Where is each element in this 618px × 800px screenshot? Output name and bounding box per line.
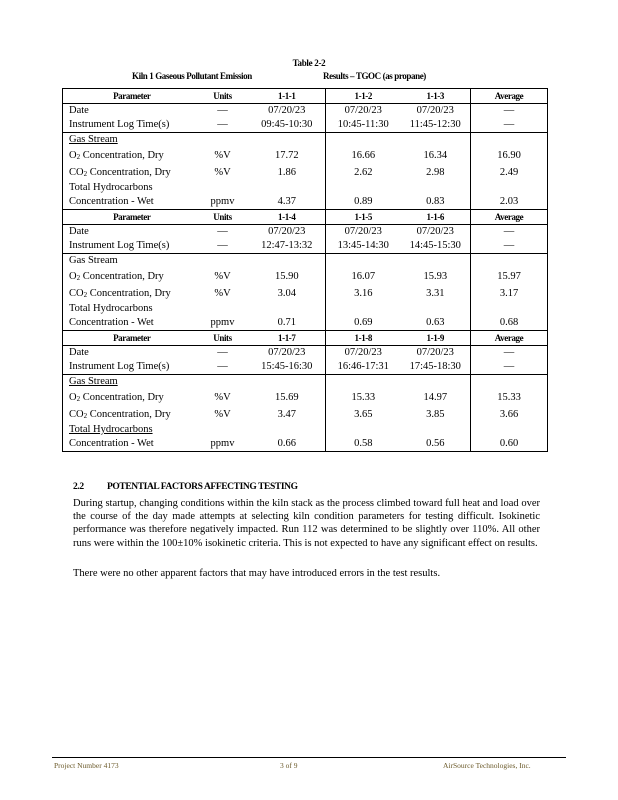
- cell-value: 0.56: [401, 437, 471, 452]
- footer-rule: [52, 757, 566, 758]
- cell-value: —: [503, 105, 515, 116]
- cell-value: 10:45-11:30: [326, 118, 401, 133]
- subscript: 2: [83, 290, 88, 299]
- co2-row: [63, 285, 548, 302]
- cell-value: 1-1-6: [401, 210, 471, 225]
- chem-formula: O: [69, 149, 77, 161]
- cell-value: %V: [214, 149, 231, 161]
- date-row: [63, 225, 548, 240]
- concentration-wet-row: [63, 195, 548, 210]
- thc-row: [63, 181, 548, 195]
- row-label: Instrument Log Time(s): [63, 118, 197, 133]
- thc-row: [63, 302, 548, 316]
- cell-value: %V: [214, 391, 231, 403]
- cell-value: —: [217, 226, 228, 237]
- cell-value: —: [471, 360, 548, 375]
- cell-value: —: [217, 105, 228, 116]
- results-table: [62, 88, 548, 452]
- cell-value: 07/20/23: [401, 346, 471, 361]
- subscript: 2: [83, 411, 88, 420]
- cell-value: 07/20/23: [401, 225, 471, 240]
- row-label: [63, 389, 197, 406]
- cell-value: 07/20/23: [249, 346, 326, 361]
- cell-value: 1-1-8: [326, 331, 401, 346]
- cell-value: 0.66: [249, 437, 326, 452]
- cell-value: 0.83: [401, 195, 471, 210]
- cell-value: 1-1-4: [249, 210, 326, 225]
- cell-value: Units: [197, 210, 249, 225]
- subscript: 2: [76, 273, 81, 282]
- group-label: Gas Stream: [69, 134, 118, 145]
- row-label: [63, 268, 197, 285]
- cell-value: 12:47-13:32: [249, 239, 326, 254]
- co2-row: [63, 164, 548, 181]
- co2-row: [63, 406, 548, 423]
- table-title: Table 2-2: [292, 58, 326, 68]
- row-label: Instrument Log Time(s): [63, 360, 197, 375]
- header-row: [63, 89, 548, 104]
- cell-value: 15.93: [401, 268, 471, 285]
- cell-value: 0.68: [499, 317, 519, 328]
- header-row: [63, 210, 548, 225]
- group-label: Gas Stream: [69, 255, 118, 266]
- row-label: Date: [69, 226, 89, 237]
- cell-value: 1-1-1: [249, 89, 326, 104]
- cell-value: 2.49: [499, 166, 519, 178]
- row-label: Date: [69, 347, 89, 358]
- date-row: [63, 104, 548, 119]
- row-label: Concentration - Wet: [69, 438, 154, 449]
- cell-value: 3.66: [499, 408, 519, 420]
- row-label: Parameter: [63, 210, 197, 225]
- cell-value: Units: [197, 89, 249, 104]
- row-label: Instrument Log Time(s): [63, 239, 197, 254]
- group-label: Total Hydrocarbons: [69, 182, 153, 193]
- cell-value: —: [197, 118, 249, 133]
- cell-value: 07/20/23: [249, 104, 326, 119]
- cell-value: 13:45-14:30: [326, 239, 401, 254]
- cell-value: %V: [214, 408, 231, 420]
- cell-value: 1-1-5: [326, 210, 401, 225]
- cell-value: 07/20/23: [344, 347, 382, 358]
- cell-value: —: [197, 360, 249, 375]
- row-label-text: Concentration, Dry: [82, 391, 164, 403]
- cell-value: 3.85: [401, 406, 471, 423]
- cell-value: —: [503, 226, 515, 237]
- chem-formula: O: [69, 270, 77, 282]
- cell-value: 16.34: [401, 147, 471, 164]
- o2-row: [63, 268, 548, 285]
- cell-value: 16.90: [497, 149, 521, 161]
- log-time-row: [63, 360, 548, 375]
- cell-value: 2.98: [401, 164, 471, 181]
- cell-value: 0.60: [499, 438, 519, 449]
- subscript: 2: [76, 152, 81, 161]
- section-title: POTENTIAL FACTORS AFFECTING TESTING: [107, 482, 298, 492]
- cell-value: —: [197, 239, 249, 254]
- o2-row: [63, 389, 548, 406]
- cell-value: 2.62: [354, 166, 373, 178]
- cell-value: 4.37: [249, 195, 326, 210]
- cell-value: 15.33: [497, 391, 521, 403]
- table-subtitle-left: Kiln 1 Gaseous Pollutant Emission: [132, 71, 252, 81]
- o2-row: [63, 147, 548, 164]
- cell-value: 15.33: [351, 391, 376, 403]
- group-label: Total Hydrocarbons: [69, 424, 153, 435]
- paragraph: There were no other apparent factors that may have introduced errors in the test results.: [73, 568, 441, 579]
- row-label-text: Concentration, Dry: [89, 287, 171, 299]
- cell-value: 3.65: [354, 408, 373, 420]
- row-label: Concentration - Wet: [69, 317, 154, 328]
- row-label: [63, 147, 197, 164]
- footer-project: Project Number 4173: [54, 761, 119, 770]
- chem-formula: O: [69, 391, 77, 403]
- cell-value: 07/20/23: [401, 104, 471, 119]
- cell-value: 16:46-17:31: [326, 360, 401, 375]
- thc-row: [63, 423, 548, 437]
- cell-value: 14.97: [401, 389, 471, 406]
- date-row: [63, 346, 548, 361]
- cell-value: 0.89: [354, 196, 373, 207]
- cell-value: 07/20/23: [344, 105, 382, 116]
- row-label: Parameter: [63, 89, 197, 104]
- cell-value: 0.58: [354, 438, 373, 449]
- row-label: Date: [69, 105, 89, 116]
- chem-formula: CO: [69, 408, 84, 420]
- cell-value: 1-1-3: [401, 89, 471, 104]
- cell-value: 14:45-15:30: [401, 239, 471, 254]
- subscript: 2: [83, 169, 88, 178]
- cell-value: ppmv: [210, 438, 235, 449]
- cell-value: 1-1-9: [401, 331, 471, 346]
- group-label: Total Hydrocarbons: [69, 303, 153, 314]
- cell-value: 17.72: [249, 147, 326, 164]
- header-row: [63, 331, 548, 346]
- cell-value: Average: [471, 210, 548, 225]
- cell-value: 15:45-16:30: [249, 360, 326, 375]
- gas-stream-row: [63, 254, 548, 269]
- cell-value: %V: [214, 287, 231, 299]
- section-number: 2.2: [73, 482, 84, 492]
- cell-value: 07/20/23: [249, 225, 326, 240]
- cell-value: —: [503, 347, 515, 358]
- cell-value: %V: [214, 270, 231, 282]
- cell-value: 1-1-2: [326, 89, 401, 104]
- cell-value: %V: [214, 166, 231, 178]
- cell-value: ppmv: [210, 317, 235, 328]
- concentration-wet-row: [63, 316, 548, 331]
- row-label-text: Concentration, Dry: [82, 270, 164, 282]
- footer-company: AirSource Technologies, Inc.: [443, 761, 531, 770]
- cell-value: —: [471, 239, 548, 254]
- group-label: Gas Stream: [69, 376, 118, 387]
- cell-value: 15.69: [249, 389, 326, 406]
- cell-value: Average: [471, 89, 548, 104]
- chem-formula: CO: [69, 287, 84, 299]
- cell-value: 17:45-18:30: [401, 360, 471, 375]
- row-label-text: Concentration, Dry: [82, 149, 164, 161]
- log-time-row: [63, 239, 548, 254]
- gas-stream-row: [63, 375, 548, 390]
- paragraph: During startup, changing conditions within the kiln stack as the process climbed toward full heat and load over the course of the day made attempts at selecting kiln condition parameters for testing difficult. Isokinetic performance was therefore negatively impacted. Run 112 was determined to be slightly over 110%. All other runs were within the 100±10% isokinetic criteria. This is not expected to have any significant effect on results.: [73, 498, 540, 549]
- table-subtitle-right: Results – TGOC (as propane): [323, 71, 426, 81]
- subscript: 2: [76, 394, 81, 403]
- cell-value: 3.04: [249, 285, 326, 302]
- footer-page: 3 of 9: [280, 761, 298, 770]
- row-label: [63, 164, 197, 181]
- row-label-text: Concentration, Dry: [89, 408, 171, 420]
- chem-formula: CO: [69, 166, 84, 178]
- cell-value: 3.17: [499, 287, 519, 299]
- row-label: [63, 406, 197, 423]
- row-label: Parameter: [63, 331, 197, 346]
- cell-value: —: [471, 118, 548, 133]
- concentration-wet-row: [63, 437, 548, 452]
- cell-value: Units: [197, 331, 249, 346]
- cell-value: 3.16: [354, 287, 373, 299]
- cell-value: 1.86: [249, 164, 326, 181]
- cell-value: 15.97: [497, 270, 521, 282]
- gas-stream-row: [63, 133, 548, 148]
- cell-value: 16.66: [351, 149, 376, 161]
- row-label: [63, 285, 197, 302]
- cell-value: ppmv: [210, 196, 235, 207]
- cell-value: 3.31: [401, 285, 471, 302]
- cell-value: 2.03: [499, 196, 519, 207]
- section-heading: [73, 482, 298, 492]
- log-time-row: [63, 118, 548, 133]
- cell-value: 0.69: [354, 317, 373, 328]
- row-label-text: Concentration, Dry: [89, 166, 171, 178]
- cell-value: 09:45-10:30: [249, 118, 326, 133]
- cell-value: 3.47: [249, 406, 326, 423]
- cell-value: 16.07: [351, 270, 376, 282]
- cell-value: —: [217, 347, 228, 358]
- cell-value: 07/20/23: [344, 226, 382, 237]
- cell-value: 11:45-12:30: [401, 118, 471, 133]
- row-label: Concentration - Wet: [69, 196, 154, 207]
- cell-value: 0.63: [401, 316, 471, 331]
- cell-value: Average: [471, 331, 548, 346]
- cell-value: 1-1-7: [249, 331, 326, 346]
- cell-value: 0.71: [249, 316, 326, 331]
- cell-value: 15.90: [249, 268, 326, 285]
